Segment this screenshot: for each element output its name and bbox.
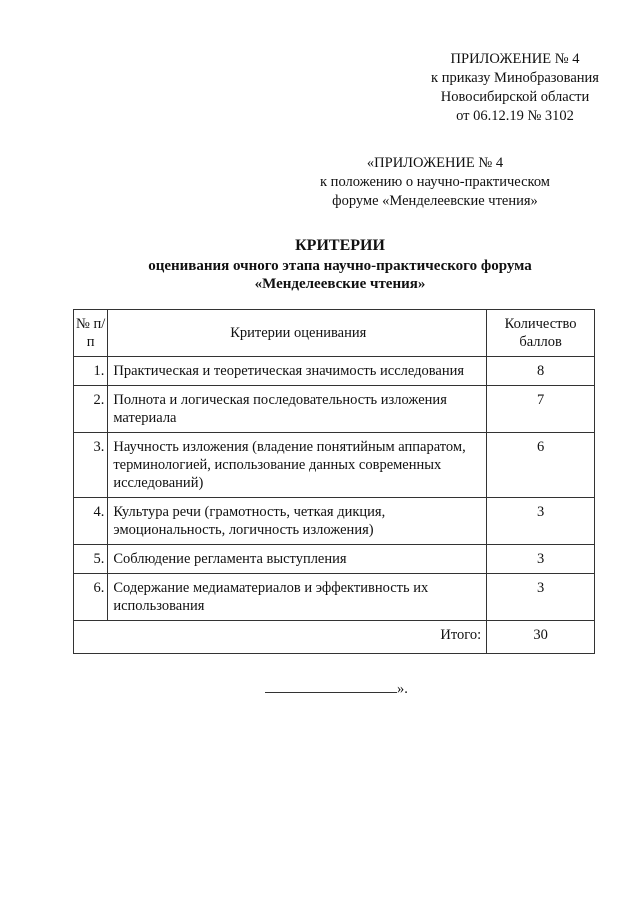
row-score: 6: [487, 433, 595, 498]
row-criteria: Содержание медиаматериалов и эффективность их использования: [108, 574, 487, 621]
row-criteria: Научность изложения (владение понятийным аппаратом, терминологией, использование данных современных исследований): [108, 433, 487, 498]
row-num: 2.: [74, 386, 108, 433]
row-score: 3: [487, 574, 595, 621]
row-score: 8: [487, 357, 595, 386]
header-num: № п/п: [74, 310, 108, 357]
title-sub1: оценивания очного этапа научно-практического форума: [148, 258, 532, 274]
row-score: 3: [487, 545, 595, 574]
row-score: 7: [487, 386, 595, 433]
table-row: [74, 357, 595, 386]
criteria-table: [73, 309, 595, 654]
appendix-order-line3: Новосибирской области: [440, 89, 590, 105]
appendix-regulation-block: [300, 154, 570, 211]
closing-suffix: ».: [397, 681, 408, 697]
appendix-regulation-line3: форуме «Менделеевские чтения»: [332, 193, 538, 209]
header-criteria: Критерии оценивания: [108, 310, 487, 357]
document-title: [100, 237, 580, 293]
appendix-order-line2: к приказу Минобразования: [431, 70, 599, 86]
appendix-regulation-line2: к положению о научно-практическом: [320, 174, 550, 190]
title-main: КРИТЕРИИ: [295, 237, 385, 254]
appendix-order-line4: от 06.12.19 № 3102: [456, 108, 574, 124]
header-score: Количество баллов: [487, 310, 595, 357]
row-num: 6.: [74, 574, 108, 621]
table-header-row: [74, 310, 595, 357]
appendix-order-line1: ПРИЛОЖЕНИЕ № 4: [450, 51, 580, 67]
table-row: [74, 433, 595, 498]
row-num: 1.: [74, 357, 108, 386]
row-score: 3: [487, 498, 595, 545]
table-row: [74, 386, 595, 433]
table-row: [74, 574, 595, 621]
title-sub2: «Менделеевские чтения»: [254, 276, 426, 292]
signature-underline: [265, 680, 397, 693]
row-num: 3.: [74, 433, 108, 498]
table-total-row: [74, 621, 595, 654]
row-num: 5.: [74, 545, 108, 574]
table-row: [74, 545, 595, 574]
total-label: Итого:: [74, 621, 487, 654]
total-value: 30: [487, 621, 595, 654]
row-num: 4.: [74, 498, 108, 545]
row-criteria: Культура речи (грамотность, четкая дикция, эмоциональность, логичность изложения): [108, 498, 487, 545]
row-criteria: Полнота и логическая последовательность изложения материала: [108, 386, 487, 433]
table-row: [74, 498, 595, 545]
appendix-order-block: [390, 50, 640, 126]
closing-line: [265, 680, 408, 698]
row-criteria: Практическая и теоретическая значимость исследования: [108, 357, 487, 386]
appendix-regulation-line1: «ПРИЛОЖЕНИЕ № 4: [366, 155, 504, 171]
row-criteria: Соблюдение регламента выступления: [108, 545, 487, 574]
